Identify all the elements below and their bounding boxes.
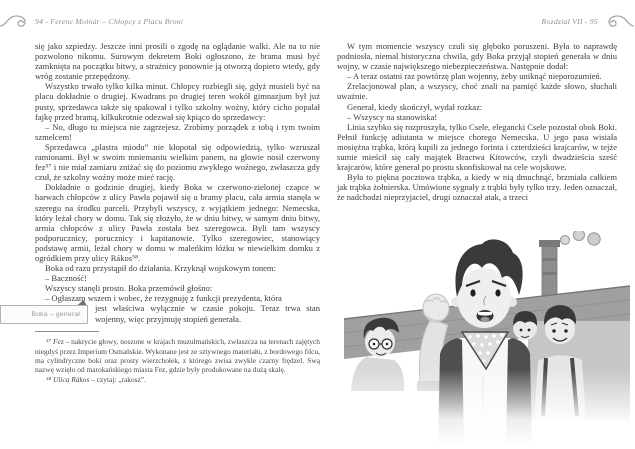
- dialogue-paragraph: – Ogłaszam wszem i wobec, że rezygnuję z funkcji prezydenta, która: [45, 293, 282, 304]
- running-head-left-prefix: 94 - Ferenc Molnár –: [35, 17, 109, 26]
- smoke-icon: [561, 231, 601, 245]
- footnote-marker: ⁵⁷: [46, 337, 54, 347]
- right-page-text: [337, 41, 617, 203]
- margin-note-box: [0, 305, 88, 324]
- paragraph: Dokładnie o godzinie drugiej, kiedy Boka w czerwono-zielonej czapce w barwach chłopców z ulicy Pawła pojawił się u bramy placu, cała armia stanęła w szeregu na środku parceli. Przybyli wszyscy, z wyjątkiem jednego: Nemecska, który leżał chory w domu. Tak się złożyło, że w dniu bitwy, w samym dniu bitwy, armia chłopców z ulicy Pawła została bez szeregowca. Byli tam wszyscy podporucznicy, porucznicy i kapitanowie. Tylko szeregowiec, stanowiący podstawę armii, leżał chory w domu w maleńkim łóżku w niewielkim domku z ogródkiem przy ulicy Rákos⁵⁸.: [35, 182, 320, 263]
- footnote-marker: ⁵⁸: [46, 374, 53, 384]
- paragraph: Linia szybko się rozproszyła, tylko Csele, elegancki Csele pozostał obok Boki. Pełnił funkcję adiutanta w miejsce chorego Nemecska. U jego pasa wisiała mosiężna trąbka, którą kupili za jednego forinta i czterdzieści krajcarów, w tejże sumie mieścił się cały majątek Bractwa Kitowców, czyli dwadzieścia sześć krajcarów, które generał po prostu skonfiskował na cele wojskowe.: [337, 121, 617, 173]
- flourish-ornament-right: [600, 11, 634, 33]
- paragraph: W tym momencie wszyscy czuli się głęboko poruszeni. Była to naprawdę podniosła, niemal historyczna chwila, gdy Boka przyjął stopień generała w dniu wojny, w czasie największego niebezpieczeństwa. Następnie dodał:: [337, 41, 617, 72]
- margin-note-label: Boka – generał: [31, 310, 80, 318]
- footnote-text: – nakrycie głowy, noszone w krajach muzułmańskich, zwłaszcza na terenach zajętych niegdyś przez Imperium Osmańskie. Wykonane jest ze sztywnego materiału, z bordowego filcu, ma cylindryczne boki oraz prosty wierzchołek, z którego zwisa zwykle czarny frędzel. Swą nazwę wzięło od marokańskiego miasta Fez, gdzie były produkowane na dużą skalę.: [35, 337, 320, 375]
- paragraph: Sprzedawca „plastra miodu” nie kłopotał się odpowiedzią, tylko wzruszał ramionami. Był w swoim mniemaniu wielkim panem, na głowie nosił czerwony fez⁵⁷ i nie miał zamiaru zniżać się do poziomu zwykłego woźnego, zwłaszcza gdy czuł, że szkolny woźny może mieć rację.: [35, 141, 320, 183]
- footnote-text: – czytaj: „rakosz”.: [89, 374, 146, 384]
- footnote: [35, 337, 320, 374]
- callout-pointer-icon: [74, 300, 86, 305]
- paragraph: Była to piękna pocztowa trąbka, a kiedy w nią dmuchnąć, brzmiała całkiem jak trąbka żołnierska. Umówione sygnały z trąbki były tylko trzy. Jeden oznaczał, że nadchodzi nieprzyjaciel, drugi oznaczał atak, a trzeci: [337, 172, 617, 203]
- boy-middle: [513, 311, 537, 340]
- running-head-right: Rozdział VII - 95: [541, 17, 598, 26]
- running-head-left: [35, 17, 183, 26]
- paragraph: Zrelacjonował plan, a wszyscy, choć znali na pamięć każde słowo, słuchali uważnie.: [337, 81, 617, 102]
- footnote-term: Fez: [53, 337, 64, 347]
- dialogue-paragraph: – Wszyscy na stanowiska!: [347, 111, 438, 122]
- dialogue-paragraph: – Baczność!: [45, 273, 88, 284]
- paragraph: Boka od razu przystąpił do działania. Krzyknął wojskowym tonem:: [45, 263, 276, 274]
- footnotes: [35, 331, 320, 383]
- left-page-text: [31, 41, 320, 384]
- footnote-rule: [35, 331, 99, 332]
- paragraph-continuation: jest właściwa wyłącznie w czasie pokoju. Teraz trwa stan wojenny, więc przyjmuję stopień generała.: [95, 303, 320, 324]
- book-title: Chłopcy z Placu Broni: [108, 17, 184, 26]
- general-paragraph-wrap: [0, 303, 320, 324]
- paragraph: Generał, kiedy skończył, wydał rozkaz:: [347, 101, 483, 112]
- dialogue-paragraph: – No, długo tu miejsca nie zagrzejesz. Zrobimy porządek z tobą i tym twoim szmelcem!: [35, 121, 320, 142]
- dialogue-paragraph: – A teraz ostatni raz powtórzę plan wojenny, żeby uniknąć nieporozumień.: [347, 71, 602, 82]
- bottom-fade: [332, 369, 630, 446]
- footnote: [35, 375, 320, 384]
- paragraph: się jako szpiedzy. Jeszcze inni prosili o zgodę na oglądanie walki. Ale na to nie pozwolono nikomu. Surowym dekretem Boki ogłoszono, że brama musi być zamknięta na początku bitwy, a strażnicy ponownie ją otworzą dopiero wtedy, gdy wróg zostanie przepędzony.: [35, 41, 320, 82]
- boys-illustration: [332, 231, 630, 446]
- flourish-ornament-left: [0, 11, 34, 33]
- paragraph: Wszystko trwało tylko kilka minut. Chłopcy rozbiegli się, gdyż musieli być na placu dokładnie o drugiej. Kwadrans po drugiej teren wokół gimnazjum był już pusty, sprzedawca także się spakował i tylko szkolny woźny, który cicho popalał fajkę przed bramą, kilkukrotnie odezwał się kpiąco do sprzedawcy:: [35, 81, 320, 122]
- paragraph: Wszyscy stanęli prosto. Boka przemówił głośno:: [45, 283, 213, 294]
- footnote-term: Ulica Rákos: [53, 374, 90, 384]
